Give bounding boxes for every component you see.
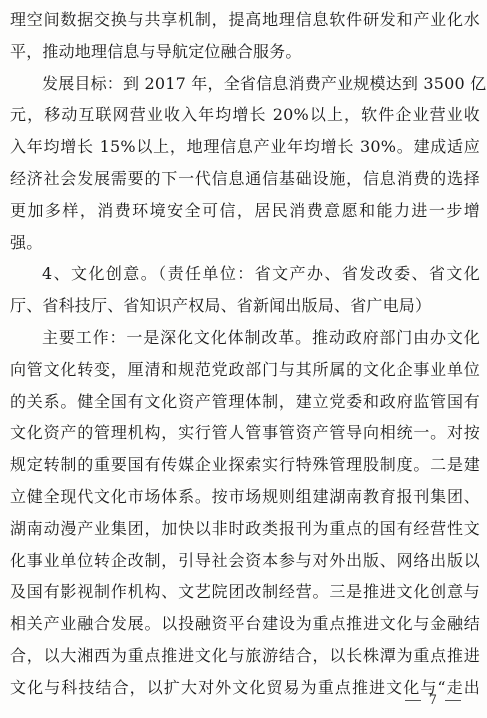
text-line: 湖南动漫产业集团，加快以非时政类报刊为重点的国有经营性文 xyxy=(10,518,480,538)
text-line: 强。 xyxy=(10,232,43,252)
paragraph-main-work: 主要工作：一是深化文化体制改革。推动政府部门由办文化 xyxy=(42,327,480,347)
text-line: 平，推动地理信息与导航定位融合服务。 xyxy=(10,41,302,61)
text-line: 的关系。健全国有文化资产管理体制，建立党委和政府监管国有 xyxy=(10,391,480,411)
text-line: 向管文化转变，厘清和规范党政部门与其所属的文化企事业单位 xyxy=(10,359,480,379)
text-line: 经济社会发展需要的下一代信息通信基础设施，信息消费的选择 xyxy=(10,168,480,188)
footer-dash-left xyxy=(405,700,421,701)
document-body xyxy=(10,4,487,704)
text-line: 元，移动互联网营业收入年均增长 20%以上，软件企业营业收 xyxy=(10,105,480,125)
text-line: 入年均增长 15%以上，地理信息产业年均增长 30%。建成适应 xyxy=(10,137,480,157)
text-line: 理空间数据交换与共享机制，提高地理信息软件研发和产业化水 xyxy=(10,10,480,29)
text-line: 厅、省科技厅、省知识产权局、省新闻出版局、省广电局） xyxy=(10,296,432,316)
text-line: 化事业单位转企改制，引导社会资本参与对外出版、网络出版以 xyxy=(10,550,480,570)
text-line: 文化与科技结合，以扩大对外文化贸易为重点推进文化与“走出 xyxy=(10,677,480,697)
text-line: 更加多样，消费环境安全可信，居民消费意愿和能力进一步增 xyxy=(10,200,480,220)
page-footer xyxy=(369,690,469,710)
text-line: 及国有影视制作机构、文艺院团改制经营。三是推进文化创意与 xyxy=(10,582,480,602)
page-number: 7 xyxy=(428,692,437,708)
text-line: 合，以大湘西为重点推进文化与旅游结合，以长株潭为重点推进 xyxy=(10,645,480,665)
text-line: 立健全现代文化市场体系。按市场规则组建湖南教育报刊集团、 xyxy=(10,486,480,506)
section-heading-cultural-creativity: 4、文化创意。（责任单位：省文产办、省发改委、省文化 xyxy=(42,264,480,284)
text-line: 规定转制的重要国有传媒企业探索实行特殊管理股制度。二是建 xyxy=(10,455,480,475)
text-line: 文化资产的管理机构，实行管人管事管资产管导向相统一。对按 xyxy=(10,423,480,443)
paragraph-development-goal: 发展目标：到 2017 年，全省信息消费产业规模达到 3500 亿 xyxy=(42,73,487,93)
text-line: 相关产业融合发展。以投融资平台建设为重点推进文化与金融结 xyxy=(10,614,480,634)
footer-dash-right xyxy=(445,700,461,701)
